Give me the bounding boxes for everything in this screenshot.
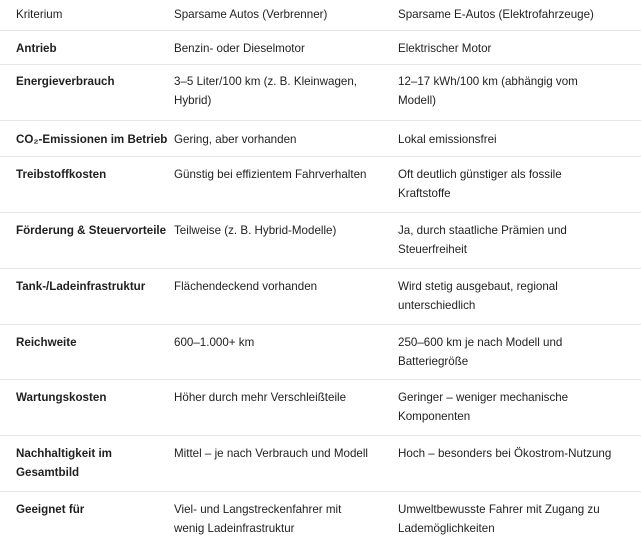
criterion-cell: Treibstoffkosten <box>16 168 107 181</box>
header-combustion: Sparsame Autos (Verbrenner) <box>174 8 328 21</box>
combustion-cell: Höher durch mehr Verschleißteile <box>174 391 347 404</box>
table-row <box>0 65 641 121</box>
combustion-cell: Flächendeckend vorhanden <box>174 280 318 293</box>
combustion-cell: Günstig bei effizientem Fahrverhalten <box>174 168 367 181</box>
criterion-cell: Geeignet für <box>16 503 85 516</box>
combustion-cell: 3–5 Liter/100 km (z. B. Kleinwagen, Hybrid) <box>174 75 358 107</box>
criterion-cell: Wartungskosten <box>16 391 107 404</box>
table-row <box>0 436 641 492</box>
table-row <box>0 325 641 380</box>
combustion-cell: Benzin- oder Dieselmotor <box>174 42 305 55</box>
electric-cell: Lokal emissionsfrei <box>398 133 497 146</box>
electric-cell: Wird stetig ausgebaut, regional unterschiedlich <box>398 280 558 312</box>
electric-cell: Hoch – besonders bei Ökostrom-Nutzung <box>398 447 612 460</box>
combustion-cell: Teilweise (z. B. Hybrid-Modelle) <box>174 224 337 237</box>
table-row <box>0 157 641 213</box>
electric-cell: Elektrischer Motor <box>398 42 492 55</box>
table-row <box>0 380 641 436</box>
table-row <box>0 121 641 157</box>
header-criterion: Kriterium <box>16 8 63 21</box>
electric-cell: Oft deutlich günstiger als fossile Kraftstoffe <box>398 168 562 200</box>
electric-cell: 12–17 kWh/100 km (abhängig vom Modell) <box>398 75 578 107</box>
criterion-cell: Energieverbrauch <box>16 75 115 88</box>
electric-cell: Geringer – weniger mechanische Komponenten <box>398 391 569 423</box>
combustion-cell: Mittel – je nach Verbrauch und Modell <box>174 447 368 460</box>
criterion-cell: Tank-/Ladeinfrastruktur <box>16 280 146 293</box>
header-electric: Sparsame E-Autos (Elektrofahrzeuge) <box>398 8 594 21</box>
table-row <box>0 269 641 325</box>
combustion-cell: Gering, aber vorhanden <box>174 133 297 146</box>
criterion-cell: Nachhaltigkeit im Gesamtbild <box>16 447 112 479</box>
criterion-cell: Reichweite <box>16 336 77 349</box>
criterion-cell: CO₂-Emissionen im Betrieb <box>16 133 168 146</box>
combustion-cell: Viel- und Langstreckenfahrer mit wenig Ladeinfrastruktur <box>174 503 342 535</box>
combustion-cell: 600–1.000+ km <box>174 336 255 349</box>
criterion-cell: Antrieb <box>16 42 57 55</box>
table-row <box>0 31 641 65</box>
electric-cell: 250–600 km je nach Modell und Batteriegröße <box>398 336 563 368</box>
electric-cell: Umweltbewusste Fahrer mit Zugang zu Lademöglichkeiten <box>398 503 600 535</box>
table-header-row <box>0 0 641 31</box>
table-row <box>0 213 641 269</box>
table-row <box>0 492 641 548</box>
electric-cell: Ja, durch staatliche Prämien und Steuerfreiheit <box>398 224 567 256</box>
criterion-cell: Förderung & Steuervorteile <box>16 224 167 237</box>
